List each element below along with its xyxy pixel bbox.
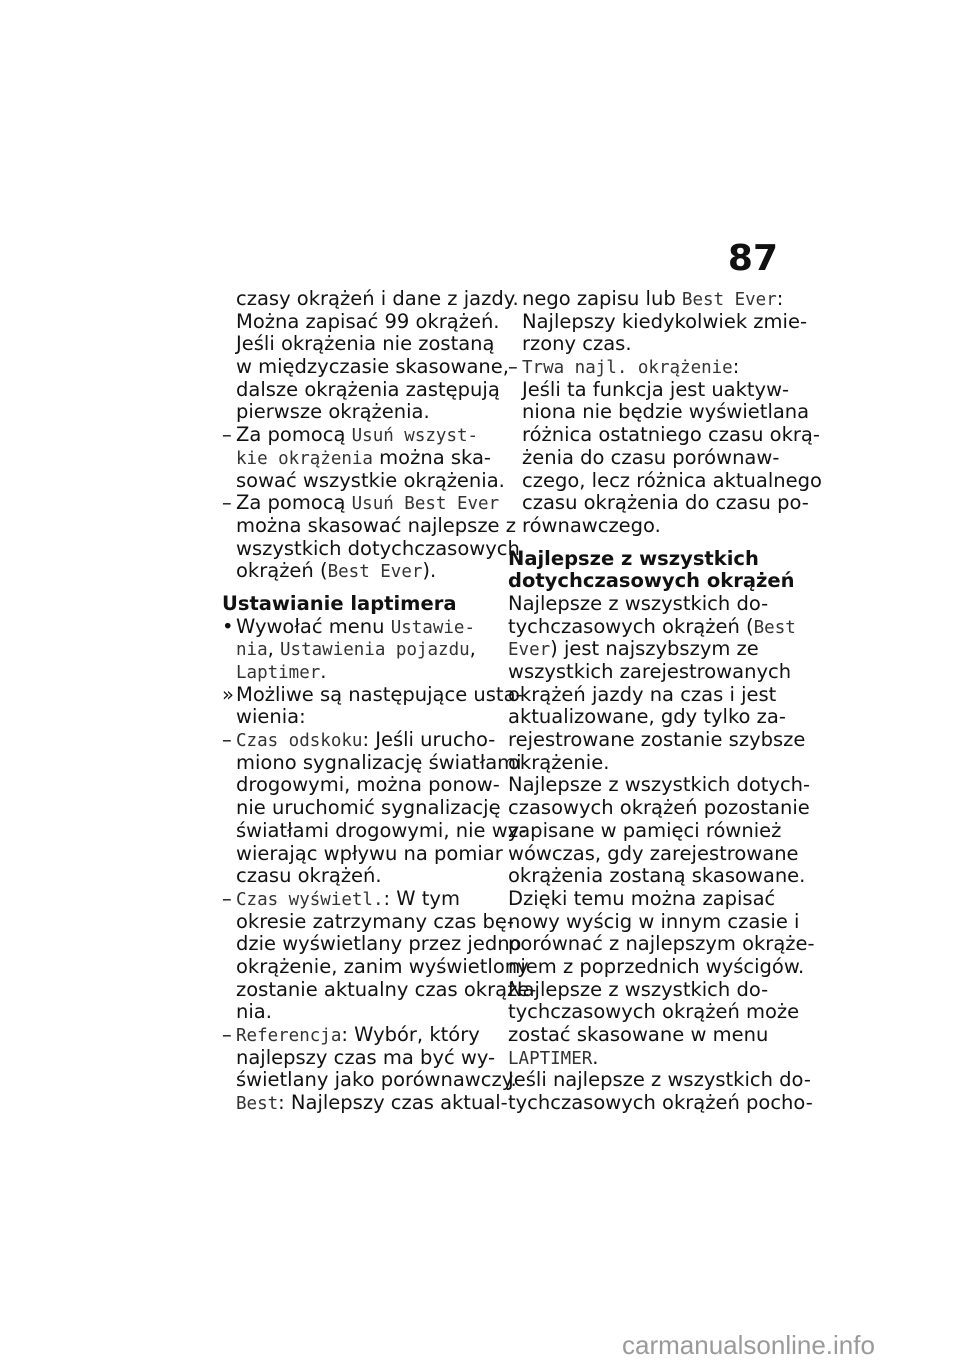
text-line: aktualizowane, gdy tylko za- (508, 705, 786, 729)
text-line: nia. (236, 1000, 272, 1024)
dash-marker: – (222, 423, 232, 447)
text: : Najlepszy czas aktual- (278, 1091, 508, 1115)
dash-marker: – (222, 728, 232, 752)
menu-code: kie okrążenia (236, 448, 373, 469)
text: Wywołać menu (236, 614, 391, 638)
text-line: Najlepsze z wszystkich do- (508, 977, 769, 1001)
text-line: zostanie aktualny czas okrąże- (236, 977, 537, 1001)
menu-code: Ustawie- (390, 617, 475, 638)
text-line: okrążenie, zanim wyświetlony (236, 954, 529, 978)
text: , (267, 637, 281, 661)
result-marker: » (222, 682, 234, 706)
text-line: Jeśli najlepsze z wszystkich do- (508, 1068, 811, 1092)
bullet-marker: • (222, 614, 234, 638)
display-time-item (222, 888, 494, 911)
menu-code: nia (236, 640, 268, 661)
text-line: tychczasowych okrążeń pocho- (508, 1091, 813, 1115)
text-line: porównać z najlepszym okrąże- (508, 932, 815, 956)
call-menu-step (222, 616, 494, 639)
text-line: najlepszy czas ma być wy- (236, 1045, 496, 1069)
section-heading: Najlepsze z wszystkich (508, 546, 759, 570)
text-line: wszystkich zarejestrowanych (508, 660, 792, 683)
text-line: wówczas, gdy zarejestrowane (508, 841, 799, 865)
text-line: żenia do czasu porównaw- (522, 445, 780, 469)
text: nego zapisu lub (522, 287, 682, 310)
menu-code: Czas odskoku (236, 731, 363, 752)
text-line: okrążeń jazdy na czas i jest (508, 682, 777, 706)
text-line (222, 661, 494, 684)
text: tychczasowych okrążeń ( (508, 614, 754, 638)
text-line: rejestrowane zostanie szybsze (508, 728, 806, 752)
text-line: czego, lecz różnica aktualnego (522, 468, 822, 492)
text: można ska- (372, 445, 491, 469)
menu-code: Ustawienia pojazdu (280, 640, 470, 661)
text: okrążeń ( (236, 559, 328, 583)
text-line: różnica ostatniego czasu okrą- (522, 423, 820, 447)
text-line: rzony czas. (522, 332, 632, 356)
text-line: okrążenie. (508, 750, 610, 774)
options-intro (222, 682, 523, 707)
text-line (222, 560, 494, 583)
text-line (222, 638, 494, 661)
right-column (508, 287, 822, 1115)
text-line: zostać skasowane w menu (508, 1023, 769, 1046)
text-line: wienia: (236, 705, 306, 729)
text-line: sować wszystkie okrążenia. (236, 468, 505, 492)
text-line: drogowymi, można ponow- (236, 773, 500, 797)
text-line: Można zapisać 99 okrążeń. (236, 309, 500, 333)
text-line: czasowych okrążeń pozostanie (508, 796, 810, 820)
menu-code: Best (236, 1094, 279, 1115)
text-line: Najlepszy kiedykolwiek zmie- (522, 309, 807, 333)
text-line: nowy wyścig w innym czasie i (508, 909, 800, 933)
delete-all-item (222, 424, 494, 447)
text-line (222, 447, 494, 470)
text-line: pierwsze okrążenia. (236, 400, 430, 424)
text-line: światłami drogowymi, nie wy- (236, 818, 526, 842)
menu-code: Trwa najl. okrążenie (522, 358, 733, 379)
text-line: czasu okrążeń. (236, 864, 382, 888)
text-line (508, 288, 782, 311)
text-line (222, 1091, 508, 1115)
text-line: miono sygnalizację światłami (236, 750, 522, 774)
watermark: carmanualsonline.info (622, 1330, 875, 1360)
text-line (508, 1047, 782, 1070)
text-line: świetlany jako porównawczy. (236, 1068, 517, 1092)
text-line: zapisane w pamięci również (508, 818, 782, 842)
text-line (508, 614, 796, 639)
text-line: równawczego. (522, 513, 661, 537)
section-heading: Ustawianie laptimera (222, 591, 457, 615)
text-line: niem z poprzednich wyścigów. (508, 954, 805, 978)
menu-code: LAPTIMER (508, 1048, 593, 1069)
text: Za pomocą (236, 491, 352, 515)
text-line: czasy okrążeń i dane z jazdy. (236, 287, 519, 310)
text: ). (422, 559, 437, 583)
menu-code: Best Ever (327, 562, 423, 583)
menu-code: Laptimer (236, 663, 321, 683)
text: : Wybór, który (341, 1023, 480, 1046)
dash-marker: – (222, 1023, 232, 1046)
text: Możliwe są następujące usta- (236, 682, 523, 706)
reaction-time-item (222, 729, 494, 752)
menu-code: Usuń wszyst- (351, 426, 479, 447)
reference-item (222, 1024, 494, 1047)
page-number: 87 (727, 238, 778, 279)
text-line: wierając wpływu na pomiar (236, 841, 503, 865)
text-line: Najlepsze z wszystkich dotych- (508, 773, 811, 797)
text-line: Jeśli okrążenia nie zostaną (236, 332, 495, 356)
text: : (776, 287, 784, 310)
text-line: Jeśli ta funkcja jest uaktyw- (522, 377, 790, 401)
text-line: Dzięki temu można zapisać (508, 886, 776, 910)
text-line: dzie wyświetlany przez jedno (236, 932, 522, 956)
text-line (508, 638, 782, 661)
text-line: można skasować najlepsze z (236, 513, 516, 537)
text-line: Najlepsze z wszystkich do- (508, 591, 769, 615)
menu-code: Ever (508, 640, 551, 661)
text: ) jest najszybszym ze (550, 637, 759, 661)
text: , (469, 637, 476, 661)
menu-code: Usuń Best Ever (351, 494, 500, 515)
text: . (592, 1045, 599, 1069)
text-line: w międzyczasie skasowane, (236, 355, 509, 379)
dash-marker: – (222, 886, 232, 910)
text: : W tym (383, 886, 460, 910)
current-lap-item (508, 356, 782, 379)
text-line: czasu okrążenia do czasu po- (522, 491, 809, 515)
text-line: okresie zatrzymany czas bę- (236, 909, 514, 933)
dash-marker: – (508, 355, 518, 379)
text-line: tychczasowych okrążeń może (508, 1000, 800, 1024)
menu-code: Czas wyświetl. (236, 889, 384, 910)
left-column (222, 287, 537, 1115)
text-line: nie uruchomić sygnalizację (236, 796, 501, 820)
menu-code: Referencja (236, 1026, 342, 1046)
delete-best-item (222, 491, 500, 515)
text: : (732, 355, 740, 379)
section-heading: dotychczasowych okrążeń (508, 569, 795, 593)
text: . (320, 660, 327, 683)
text: : Jeśli urucho- (362, 728, 496, 752)
dash-marker: – (222, 491, 232, 515)
text-line: niona nie będzie wyświetlana (522, 400, 810, 424)
menu-code: Best (753, 617, 796, 638)
menu-code: Best Ever (681, 290, 777, 310)
text-line: okrążenia zostaną skasowane. (508, 864, 806, 888)
text-line: wszystkich dotychczasowych (236, 536, 520, 560)
text-line: dalsze okrążenia zastępują (236, 377, 500, 401)
text: Za pomocą (236, 423, 352, 447)
